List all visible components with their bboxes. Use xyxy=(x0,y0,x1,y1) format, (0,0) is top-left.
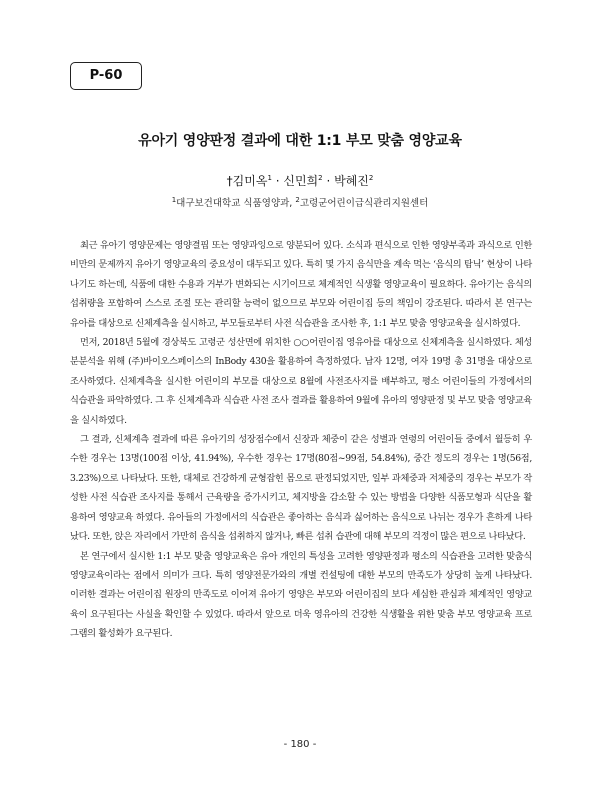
author-name: 박혜진 xyxy=(334,174,369,188)
affiliation-text: 고령군어린이급식관리지원센터 xyxy=(299,198,429,209)
page-number: - 180 - xyxy=(283,739,317,750)
author-list xyxy=(40,172,560,189)
body-paragraph: 먼저, 2018년 5월에 경상북도 고령군 성산면에 위치한 ○○어린이집 영유아를 대상으로 신체계측을 실시하였다. 체성분분석을 위해 (주)바이오스페이스의 InBody 430을 활용하여 측정하였다. 남자 12명, 여자 19명 총 31명을 대상으로 조사하였다. 신체계측을 실시한 어린이의 부모를 대상으로 8월에 사전조사지를 배부하고, 평소 어린이들의 가정에서의 식습관을 파악하였다. 그 후 신체계측과 식습관 사전 조사 결과를 활용하여 9월에 유아의 영양판정 및 부모 맞춤 영양교육을 실시하였다. xyxy=(70,337,532,426)
body-paragraph: 본 연구에서 실시한 1:1 부모 맞춤 영양교육은 유아 개인의 특성을 고려한 영양판정과 평소의 식습관을 고려한 맞춤식 영양교육이라는 점에서 의미가 크다. 특히 영양전문가와의 개별 컨설팅에 대한 부모의 만족도가 상당히 높게 나타났다. 이러한 결과는 어린이집 원장의 만족도로 이어져 유아기 영양은 부모와 어린이집의 보다 세심한 관심과 체계적인 영양교육이 요구된다는 사실을 확인할 수 있었다. 따라서 앞으로 더욱 영유아의 건강한 식생활을 위한 맞춤 부모 영양교육 프로그램의 활성화가 요구된다. xyxy=(70,550,532,640)
paper-title: 유아기 영양판정 결과에 대한 1:1 부모 맞춤 영양교육 xyxy=(138,133,462,149)
affiliation-text: 대구보건대학교 식품영양과, xyxy=(176,198,296,209)
author-name: 김미옥 xyxy=(232,174,268,188)
affiliations xyxy=(40,195,560,209)
author-separator: · xyxy=(322,174,335,188)
author xyxy=(283,174,322,188)
affiliation-mark: 1 xyxy=(171,195,177,204)
affiliation-mark: 2 xyxy=(295,195,300,204)
body-paragraph: 그 결과, 신체계측 결과에 따른 유아기의 성장점수에서 신장과 체중이 같은 성별과 연령의 어린이들 중에서 월등히 우수한 경우는 13명(100점 이상, 41.94%), 우수한 경우는 17명(80점~99점, 54.84%), 중간 정도의 경우는 1명(56점, 3.23%)으로 나타났다. 또한, 대체로 건강하게 균형잡힌 몸으로 판정되었지만, 일부 과체중과 저체중의 경우는 부모가 작성한 사전 식습관 조사지를 통해서 근육량을 증가시키고, 체지방을 감소할 수 있는 방법을 다양한 식품모형과 식단을 활용하여 영양교육 하였다. 유아들의 가정에서의 식습관은 좋아하는 음식과 싫어하는 음식으로 나뉘는 경우가 흔하게 나타났다. 또한, 앉은 자리에서 가만히 음식을 섭취하지 않거나, 빠른 섭취 습관에 대해 부모의 걱정이 많은 편으로 나타났다. xyxy=(70,434,532,543)
poster-number-tag: P-60 xyxy=(70,62,142,90)
author-affiliation-mark: 2 xyxy=(318,174,323,182)
body-paragraph: 최근 유아기 영양문제는 영양결핍 또는 영양과잉으로 양분되어 있다. 소식과 편식으로 인한 영양부족과 과식으로 인한 비만의 문제까지 유아기 영양교육의 중요성이 대두되고 있다. 특히 몇 가지 음식만을 계속 먹는 ‘음식의 탐닉’ 현상이 나타나기도 하는데, 식품에 대한 수용과 거부가 변화되는 시기이므로 체계적인 식생활 영양교육이 필요하다. 유아기는 음식의 섭취량을 포함하여 스스로 조절 또는 관리할 능력이 없으므로 부모와 어린이집 등의 책임이 강조된다. 따라서 본 연구는 유아를 대상으로 신체계측을 실시하고, 부모들로부터 사전 식습관을 조사한 후, 1:1 부모 맞춤 영양교육을 실시하였다. xyxy=(70,240,532,329)
corresponding-mark: † xyxy=(226,174,233,188)
author-affiliation-mark: 1 xyxy=(267,174,272,182)
author-name: 신민희 xyxy=(283,174,319,188)
author xyxy=(227,174,272,188)
author-separator: · xyxy=(271,174,284,188)
author xyxy=(334,174,373,188)
author-affiliation-mark: 2 xyxy=(368,174,374,182)
abstract-body xyxy=(70,236,532,644)
